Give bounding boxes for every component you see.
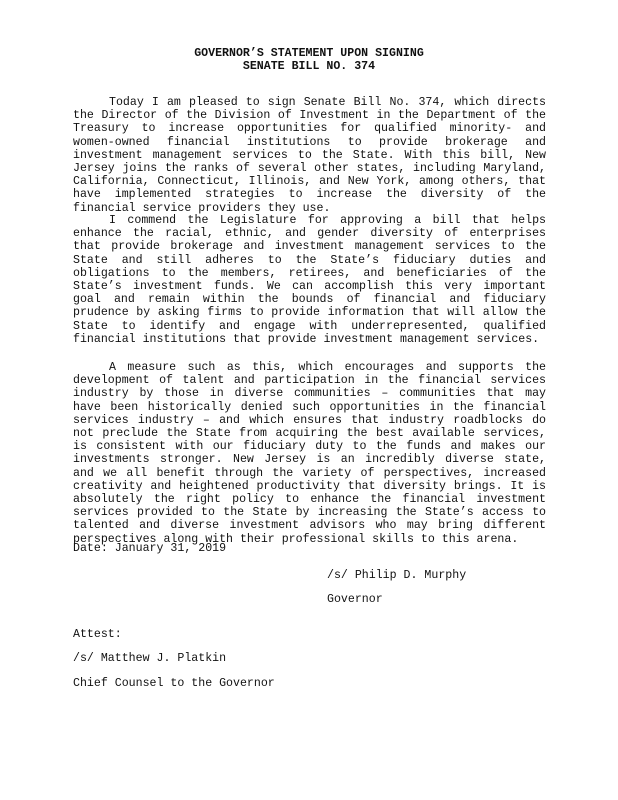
signature-name: /s/ Philip D. Murphy [327,569,467,582]
paragraph-1: Today I am pleased to sign Senate Bill No. 374, which directs the Director of the Division of Investment in the Department of the Treasury to increase opportunities for qualified minority- and women-owned financial institutions to provide brokerage and investment management services to the State. With this bill, New Jersey joins the ranks of several other states, including Maryland, California, Connecticut, Illinois, and New York, among others, that have implemented strategies to increase the diversity of the financial service providers they use. [73,96,546,215]
paragraph-3: A measure such as this, which encourages and supports the development of talent and participation in the financial services industry by those in diverse communities – communities that may have been historically denied such opportunities in the financial services industry – and which ensures that industry roadblocks do not preclude the State from acquiring the best available services, is consistent with our fiduciary duty to the funds and makes our investments stronger. New Jersey is an incredibly diverse state, and we all benefit through the variety of perspectives, increased creativity and heightened productivity that diversity brings. It is absolutely the right policy to enhance the financial investment services provided to the State by increasing the State’s access to talented and diverse investment advisors who may bring different perspectives along with their professional skills to this arena. [73,361,546,546]
date-line: Date: January 31, 2019 [73,542,227,555]
document-title-line-1: GOVERNOR’S STATEMENT UPON SIGNING [194,47,424,60]
attest-signature-title: Chief Counsel to the Governor [73,677,275,690]
signature-title: Governor [327,593,383,606]
attest-signature-name: /s/ Matthew J. Platkin [73,652,227,665]
paragraph-2: I commend the Legislature for approving a bill that helps enhance the racial, ethnic, and gender diversity of enterprises that provide brokerage and investment management services to the State and still adheres to the State’s fiduciary duties and obligations to the members, retirees, and beneficiaries of the State’s investment funds. We can accomplish this very important goal and remain within the bounds of financial and fiduciary prudence by asking firms to provide information that will allow the State to identify and engage with underrepresented, qualified financial institutions that provide investment management services. [73,214,546,346]
document-title-line-2: SENATE BILL NO. 374 [242,60,376,73]
attest-label: Attest: [73,628,122,641]
